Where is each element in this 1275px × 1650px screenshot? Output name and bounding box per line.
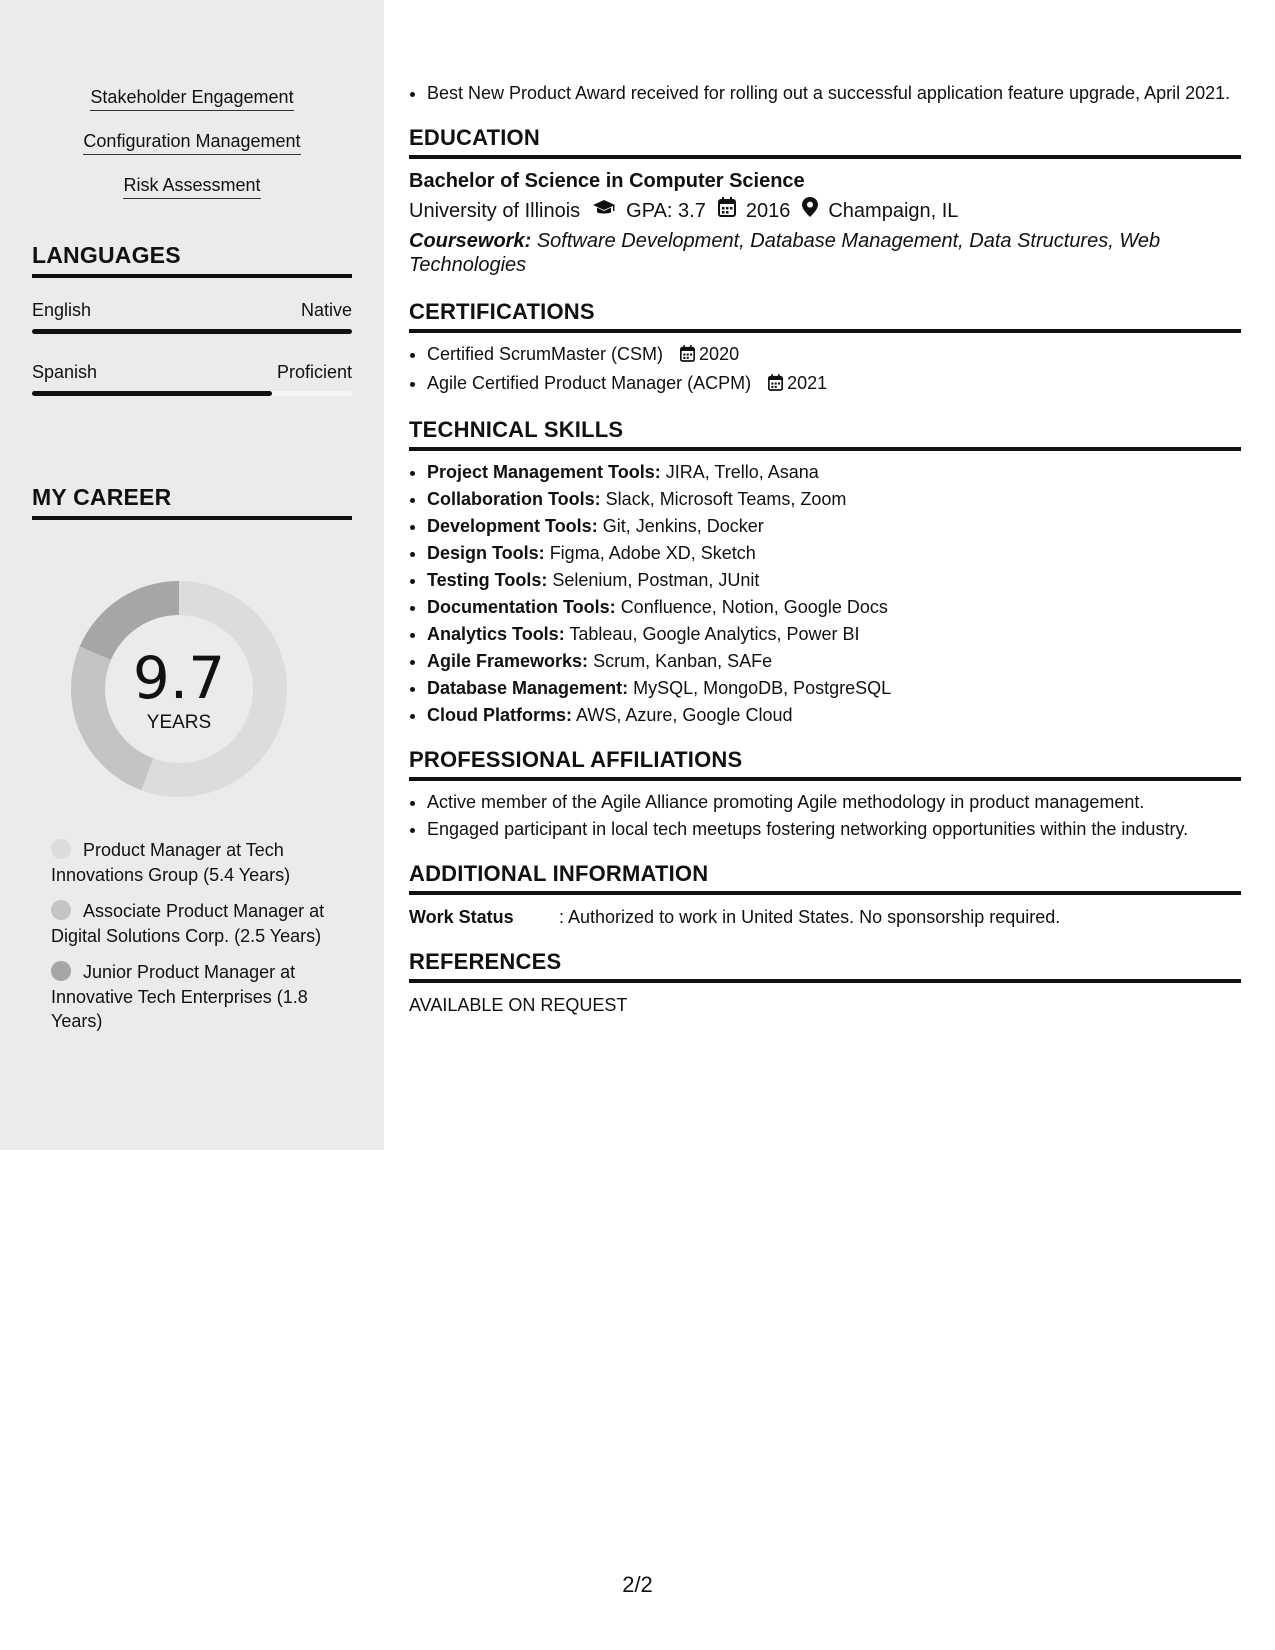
calendar-icon (768, 372, 783, 399)
certifications-heading: CERTIFICATIONS (409, 299, 1241, 333)
technical-skills-section (409, 417, 1241, 729)
certification-year: 2021 (787, 373, 828, 393)
affiliations-heading: PROFESSIONAL AFFILIATIONS (409, 747, 1241, 781)
skill-item (427, 621, 1241, 648)
skill-item (427, 594, 1241, 621)
languages-heading: LANGUAGES (32, 242, 352, 278)
career-item (51, 960, 331, 1034)
map-pin-icon (802, 195, 818, 227)
references-text: AVAILABLE ON REQUEST (409, 995, 628, 1015)
certification-name: Certified ScrumMaster (CSM) (427, 344, 664, 364)
skill-values: JIRA, Trello, Asana (665, 462, 819, 482)
skill-category: Cloud Platforms: (427, 705, 573, 725)
career-legend-dot (51, 900, 71, 920)
skill-values: Git, Jenkins, Docker (602, 516, 764, 536)
skill-category: Database Management: (427, 678, 629, 698)
skill-category: Documentation Tools: (427, 597, 616, 617)
career-item-label: Junior Product Manager at Innovative Tech Enterprises (1.8 Years) (51, 962, 308, 1031)
education-location: Champaign, IL (828, 200, 959, 222)
career-unit: YEARS (146, 712, 212, 733)
gpa: GPA: 3.7 (626, 200, 706, 222)
skill-category: Project Management Tools: (427, 462, 661, 482)
skill-item (427, 486, 1241, 513)
skill-item (427, 459, 1241, 486)
skill-category: Collaboration Tools: (427, 489, 601, 509)
skill-values: MySQL, MongoDB, PostgreSQL (633, 678, 892, 698)
skill-item (427, 675, 1241, 702)
skill-category: Testing Tools: (427, 570, 548, 590)
graduation-year: 2016 (745, 200, 791, 222)
language-name: Spanish (32, 362, 98, 382)
skill-item (427, 513, 1241, 540)
main-content (409, 80, 1241, 1019)
skill-values: Figma, Adobe XD, Sketch (549, 543, 756, 563)
career-item-label: Associate Product Manager at Digital Solutions Corp. (2.5 Years) (51, 901, 325, 946)
skill-values: Confluence, Notion, Google Docs (620, 597, 888, 617)
affiliation-item: • Active member of the Agile Alliance promoting Agile methodology in product management. (427, 789, 1241, 816)
skill-values: Selenium, Postman, JUnit (552, 570, 760, 590)
skill-item (427, 540, 1241, 567)
certifications-section (409, 299, 1241, 399)
skill-tag: Risk Assessment (123, 174, 260, 199)
certification-name: Agile Certified Product Manager (ACPM) (427, 373, 752, 393)
language-item (32, 362, 352, 396)
certification-item (427, 370, 1241, 399)
skill-tag: Configuration Management (83, 130, 300, 155)
skill-values: AWS, Azure, Google Cloud (576, 705, 793, 725)
career-section (32, 484, 352, 520)
degree: Bachelor of Science in Computer Science (409, 170, 805, 192)
career-list (51, 838, 331, 1046)
coursework-label: Coursework: (409, 230, 532, 252)
skill-values: Tableau, Google Analytics, Power BI (569, 624, 860, 644)
certifications-list (409, 341, 1241, 399)
languages-section (32, 242, 352, 396)
coursework-list: Software Development, Database Management, Data Structures, Web Technologies (409, 230, 1161, 276)
skill-tags (32, 86, 352, 218)
career-item-label: Product Manager at Tech Innovations Group (5.4 Years) (51, 840, 291, 885)
affiliation-item: • Engaged participant in local tech meetups fostering networking opportunities within the industry. (427, 816, 1241, 843)
work-status-label: Work Status (409, 907, 514, 927)
skill-item (427, 567, 1241, 594)
skill-tag: Stakeholder Engagement (90, 86, 293, 111)
career-total: 9.7 (132, 644, 226, 712)
graduation-cap-icon (592, 195, 616, 227)
technical-skills-heading: TECHNICAL SKILLS (409, 417, 1241, 451)
career-item (51, 838, 331, 887)
sidebar (0, 0, 384, 1150)
language-level: Native (300, 300, 352, 320)
career-donut-chart (66, 576, 292, 802)
language-item (32, 300, 352, 334)
education-heading: EDUCATION (409, 125, 1241, 159)
skill-category: Design Tools: (427, 543, 545, 563)
skill-category: Agile Frameworks: (427, 651, 589, 671)
donut-center (66, 576, 292, 802)
additional-info-section (409, 861, 1241, 931)
language-bar-fill (32, 391, 272, 396)
references-section (409, 949, 1241, 1019)
affiliations-list (409, 789, 1241, 843)
school: University of Illinois (409, 200, 581, 222)
certification-year: 2020 (699, 344, 740, 364)
coursework (409, 229, 1241, 277)
awards-list (409, 80, 1241, 107)
work-status-value: : Authorized to work in United States. No sponsorship required. (559, 907, 1061, 927)
skill-values: Scrum, Kanban, SAFe (593, 651, 773, 671)
career-legend-dot (51, 961, 71, 981)
additional-info-heading: ADDITIONAL INFORMATION (409, 861, 1241, 895)
affiliations-section (409, 747, 1241, 843)
education-section (409, 125, 1241, 277)
language-name: English (32, 300, 92, 320)
page-number: 2/2 (622, 1572, 653, 1597)
calendar-icon (718, 195, 736, 227)
calendar-icon (680, 343, 695, 370)
skill-item (427, 648, 1241, 675)
career-item (51, 899, 331, 948)
technical-skills-list (409, 459, 1241, 729)
work-status-row (409, 903, 1241, 931)
language-level: Proficient (276, 362, 352, 382)
education-details (409, 195, 1241, 227)
skill-values: Slack, Microsoft Teams, Zoom (605, 489, 847, 509)
certification-item (427, 341, 1241, 370)
language-bar (32, 329, 352, 334)
language-bar (32, 391, 352, 396)
career-heading: MY CAREER (32, 484, 352, 520)
skill-item (427, 702, 1241, 729)
skill-category: Analytics Tools: (427, 624, 565, 644)
references-heading: REFERENCES (409, 949, 1241, 983)
skill-category: Development Tools: (427, 516, 598, 536)
language-bar-fill (32, 329, 352, 334)
award-item: • Best New Product Award received for rolling out a successful application feature upgrade, April 2021. (427, 80, 1241, 107)
career-legend-dot (51, 839, 71, 859)
